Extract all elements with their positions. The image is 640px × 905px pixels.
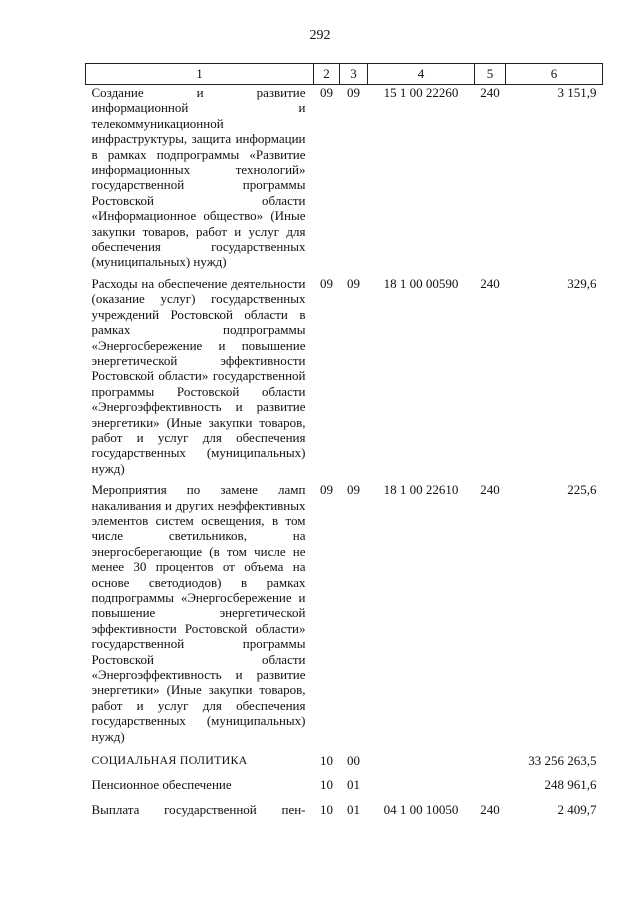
column-header: 3	[340, 64, 368, 85]
row-amount: 248 961,6	[544, 777, 597, 793]
row-section-code: 10	[320, 777, 333, 793]
row-target-article: 18 1 00 00590	[383, 275, 459, 291]
row-description: Создание и развитие информационной и телекоммуникационной инфраструктуры, защита информации в рамках подпрограммы «Развитие информационных технологий» государственной программы Ростовской области «Информационное общество» (Иные закупки товаров, работ и услуг для обеспечения государственных (муниципальных) нужд)	[91, 85, 306, 270]
column-header: 6	[506, 64, 603, 85]
row-amount: 3 151,9	[557, 85, 597, 100]
row-subsection-code: 00	[347, 753, 360, 769]
row-description: Пенсионное обеспечение	[91, 777, 232, 793]
column-header: 2	[314, 64, 340, 85]
budget-table	[85, 63, 603, 823]
row-description: Расходы на обеспечение деятельности (оказание услуг) государственных учреждений Ростовской области в рамках подпрограммы «Энергосбережение и повышение энергетической эффективности Ростовской области» государственной программы Ростовской области «Энергоэффективность и развитие энергетики» (Иные закупки товаров, работ и услуг для обеспечения государственных (муниципальных) нужд)	[91, 275, 306, 476]
row-section-code: 09	[320, 482, 333, 498]
row-expense-type: 240	[480, 801, 500, 817]
row-target-article: 18 1 00 22610	[383, 482, 459, 498]
row-expense-type: 240	[480, 85, 500, 100]
row-section-code: 10	[320, 753, 333, 769]
row-section-code: 09	[320, 275, 333, 291]
column-header: 5	[475, 64, 506, 85]
row-expense-type	[475, 774, 506, 798]
row-target-article	[368, 774, 475, 798]
row-description: Мероприятия по замене ламп накаливания и других неэффективных элементов систем освещения, в том числе светильников, на энергосберегающие (в том числе не менее 30 процентов от объема на основе светодиодов) в рамках подпрограммы «Энергосбережение и повышение энергетической эффективности Ростовской области» государственной программы Ростовской области «Энергоэффективность и развитие энергетики» (Иные закупки товаров, работ и услуг для обеспечения государственных (муниципальных) нужд)	[91, 482, 306, 744]
table-header-row	[86, 64, 603, 85]
column-header: 4	[368, 64, 475, 85]
table-row	[86, 85, 603, 276]
row-target-article: 15 1 00 22260	[383, 85, 459, 100]
table-row	[86, 276, 603, 482]
row-subsection-code: 09	[347, 482, 360, 498]
table-row	[86, 799, 603, 823]
row-subsection-code: 09	[347, 85, 360, 100]
row-expense-type	[475, 750, 506, 774]
row-subsection-code: 01	[347, 801, 360, 817]
row-description: Выплата государственной пен-	[91, 801, 306, 817]
row-description: СОЦИАЛЬНАЯ ПОЛИТИКА	[91, 753, 248, 768]
row-section-code: 09	[320, 85, 333, 100]
row-subsection-code: 01	[347, 777, 360, 793]
row-section-code: 10	[320, 801, 333, 817]
row-expense-type: 240	[480, 275, 500, 291]
row-target-article: 04 1 00 10050	[383, 801, 459, 817]
row-amount: 329,6	[567, 275, 597, 291]
row-amount: 2 409,7	[557, 801, 597, 817]
table-row	[86, 482, 603, 750]
table-row-section	[86, 750, 603, 774]
row-target-article	[368, 750, 475, 774]
row-expense-type: 240	[480, 482, 500, 498]
row-subsection-code: 09	[347, 275, 360, 291]
table-row	[86, 774, 603, 798]
page-number: 292	[309, 28, 331, 43]
column-header: 1	[86, 64, 314, 85]
row-amount: 33 256 263,5	[528, 753, 597, 769]
row-amount: 225,6	[567, 482, 597, 498]
